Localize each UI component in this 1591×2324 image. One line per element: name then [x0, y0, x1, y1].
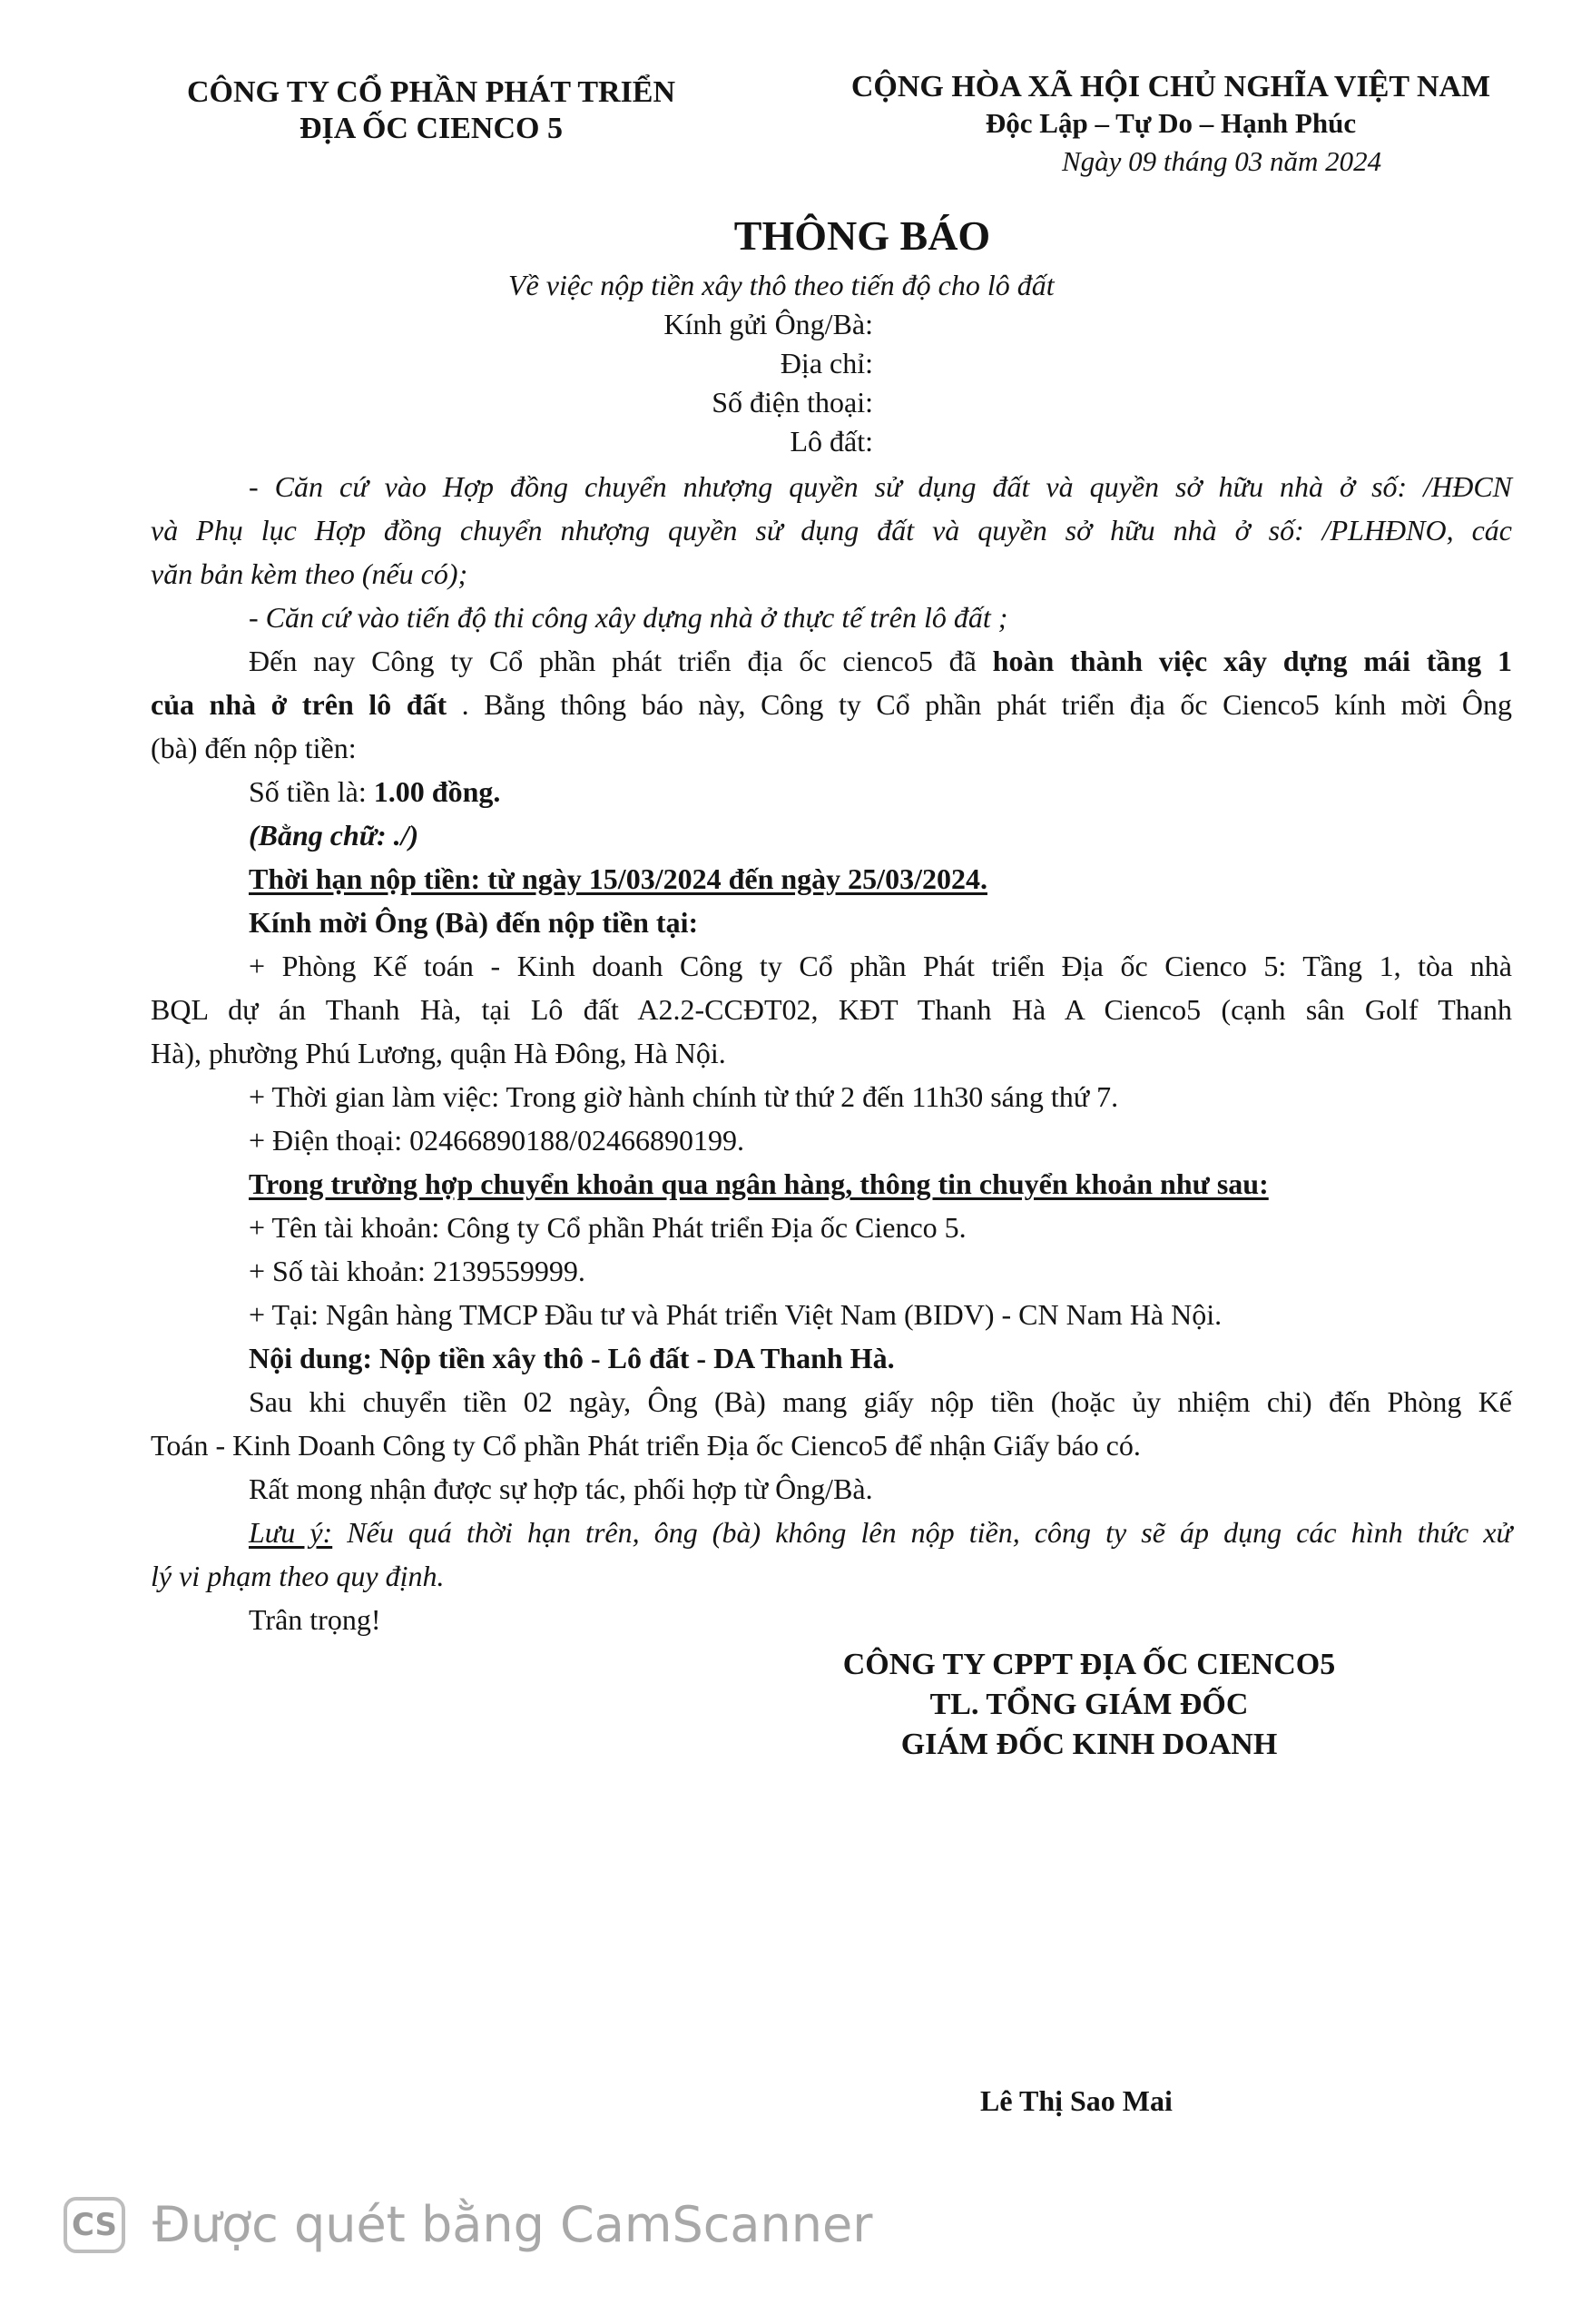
note-l2: lý vi phạm theo quy định.: [151, 1560, 445, 1592]
notice-body: [151, 465, 1512, 1641]
account-number: + Số tài khoản: 2139559999.: [249, 1255, 585, 1287]
working-hours: + Thời gian làm việc: Trong giờ hành chính từ thứ 2 đến 11h30 sáng thứ 7.: [249, 1080, 1119, 1113]
payment-deadline: Thời hạn nộp tiền: từ ngày 15/03/2024 đến ngày 25/03/2024.: [249, 862, 987, 895]
after-transfer-l1: Sau khi chuyển tiền 02 ngày, Ông (Bà) mang giấy nộp tiền (hoặc ủy nhiệm chi) đến Phòng Kế: [249, 1385, 1512, 1418]
recipient-lot: Lô đất:: [790, 425, 873, 458]
completion-milestone-cont: của nhà ở trên lô đất: [151, 688, 447, 721]
amount-in-words: (Bằng chữ: ./): [249, 819, 419, 852]
completion-invite-text: . Bằng thông báo này, Công ty Cổ phần phát triển địa ốc Cienco5 kính mời Ông: [447, 688, 1513, 721]
recipient-block: [508, 305, 873, 461]
bank-name: + Tại: Ngân hàng TMCP Đầu tư và Phát triển Việt Nam (BIDV) - CN Nam Hà Nội.: [249, 1298, 1223, 1331]
note-label: Lưu ý:: [249, 1516, 333, 1549]
signature-company: CÔNG TY CPPT ĐỊA ỐC CIENCO5: [842, 1648, 1336, 1681]
document-date: Ngày 09 tháng 03 năm 2024: [1062, 145, 1382, 177]
signature-position: GIÁM ĐỐC KINH DOANH: [900, 1728, 1278, 1761]
amount-line: [151, 770, 1512, 813]
transfer-content: Nội dung: Nộp tiền xây thô - Lô đất - DA Thanh Hà.: [249, 1342, 895, 1374]
signer-name: Lê Thị Sao Mai: [980, 2084, 1173, 2117]
completion-text: Đến nay Công ty Cổ phần phát triển địa ốc cienco5 đã: [249, 645, 993, 677]
office-address-l1: + Phòng Kế toán - Kinh doanh Công ty Cổ phần Phát triển Địa ốc Cienco 5: Tầng 1, tòa nhà: [249, 950, 1512, 982]
camscanner-logo: CS: [64, 2197, 125, 2253]
note-text: Nếu quá thời hạn trên, ông (bà) không lên nộp tiền, công ty sẽ áp dụng các hình thức xử: [332, 1516, 1513, 1549]
office-address-l2: BQL dự án Thanh Hà, tại Lô đất A2.2-CCĐT02, KĐT Thanh Hà A Cienco5 (cạnh sân Golf Thanh: [151, 993, 1512, 1026]
amount-value: 1.00 đồng.: [373, 775, 501, 808]
company-name-line1: CÔNG TY CỔ PHẦN PHÁT TRIỂN: [186, 75, 676, 109]
basis-progress: - Căn cứ vào tiến độ thi công xây dựng nhà ở thực tế trên lô đất ;: [249, 601, 1008, 634]
completion-l2: [151, 683, 1512, 726]
note-l1: [151, 1511, 1512, 1554]
account-name: + Tên tài khoản: Công ty Cổ phần Phát triển Địa ốc Cienco 5.: [249, 1211, 967, 1244]
signature-on-behalf: TL. TỔNG GIÁM ĐỐC: [929, 1688, 1249, 1721]
after-transfer-l2: Toán - Kinh Doanh Công ty Cổ phần Phát triển Địa ốc Cienco5 để nhận Giấy báo có.: [151, 1429, 1141, 1462]
recipient-address: Địa chỉ:: [780, 347, 873, 379]
national-title: CỘNG HÒA XÃ HỘI CHỦ NGHĨA VIỆT NAM: [850, 70, 1491, 103]
completion-l1: [151, 639, 1512, 683]
signature-block: [781, 1645, 1398, 1765]
bank-transfer-heading: Trong trường hợp chuyển khoản qua ngân hàng, thông tin chuyển khoản như sau:: [249, 1167, 1269, 1200]
cooperation-line: Rất mong nhận được sự hợp tác, phối hợp từ Ông/Bà.: [249, 1472, 873, 1505]
completion-milestone: hoàn thành việc xây dựng mái tầng 1: [992, 645, 1513, 677]
basis-contract-l3: văn bản kèm theo (nếu có);: [151, 557, 468, 590]
document-title: THÔNG BÁO: [733, 212, 991, 259]
document-subtitle: Về việc nộp tiền xây thô theo tiến độ cho lô đất: [508, 269, 1055, 301]
completion-l3: (bà) đến nộp tiền:: [151, 732, 357, 764]
office-phone: + Điện thoại: 02466890188/02466890199.: [249, 1124, 745, 1157]
closing-regards: Trân trọng!: [249, 1603, 381, 1636]
company-name-line2: ĐỊA ỐC CIENCO 5: [300, 112, 563, 145]
basis-contract-l1: - Căn cứ vào Hợp đồng chuyển nhượng quyền sử dụng đất và quyền sở hữu nhà ở số: /HĐCN: [249, 470, 1512, 503]
office-address-l3: Hà), phường Phú Lương, quận Hà Đông, Hà Nội.: [151, 1037, 726, 1069]
company-header: [145, 74, 717, 147]
recipient-to: Kính gửi Ông/Bà:: [663, 308, 873, 340]
payment-location-heading: Kính mời Ông (Bà) đến nộp tiền tại:: [249, 906, 699, 939]
camscanner-watermark: Được quét bằng CamScanner: [152, 2196, 873, 2253]
national-header: [781, 69, 1561, 142]
amount-label: Số tiền là:: [249, 775, 374, 808]
recipient-phone: Số điện thoại:: [712, 386, 873, 419]
basis-contract-l2: và Phụ lục Hợp đồng chuyển nhượng quyền sử dụng đất và quyền sở hữu nhà ở số: /PLHĐNO, các: [151, 514, 1512, 547]
national-motto: Độc Lập – Tự Do – Hạnh Phúc: [985, 107, 1357, 139]
